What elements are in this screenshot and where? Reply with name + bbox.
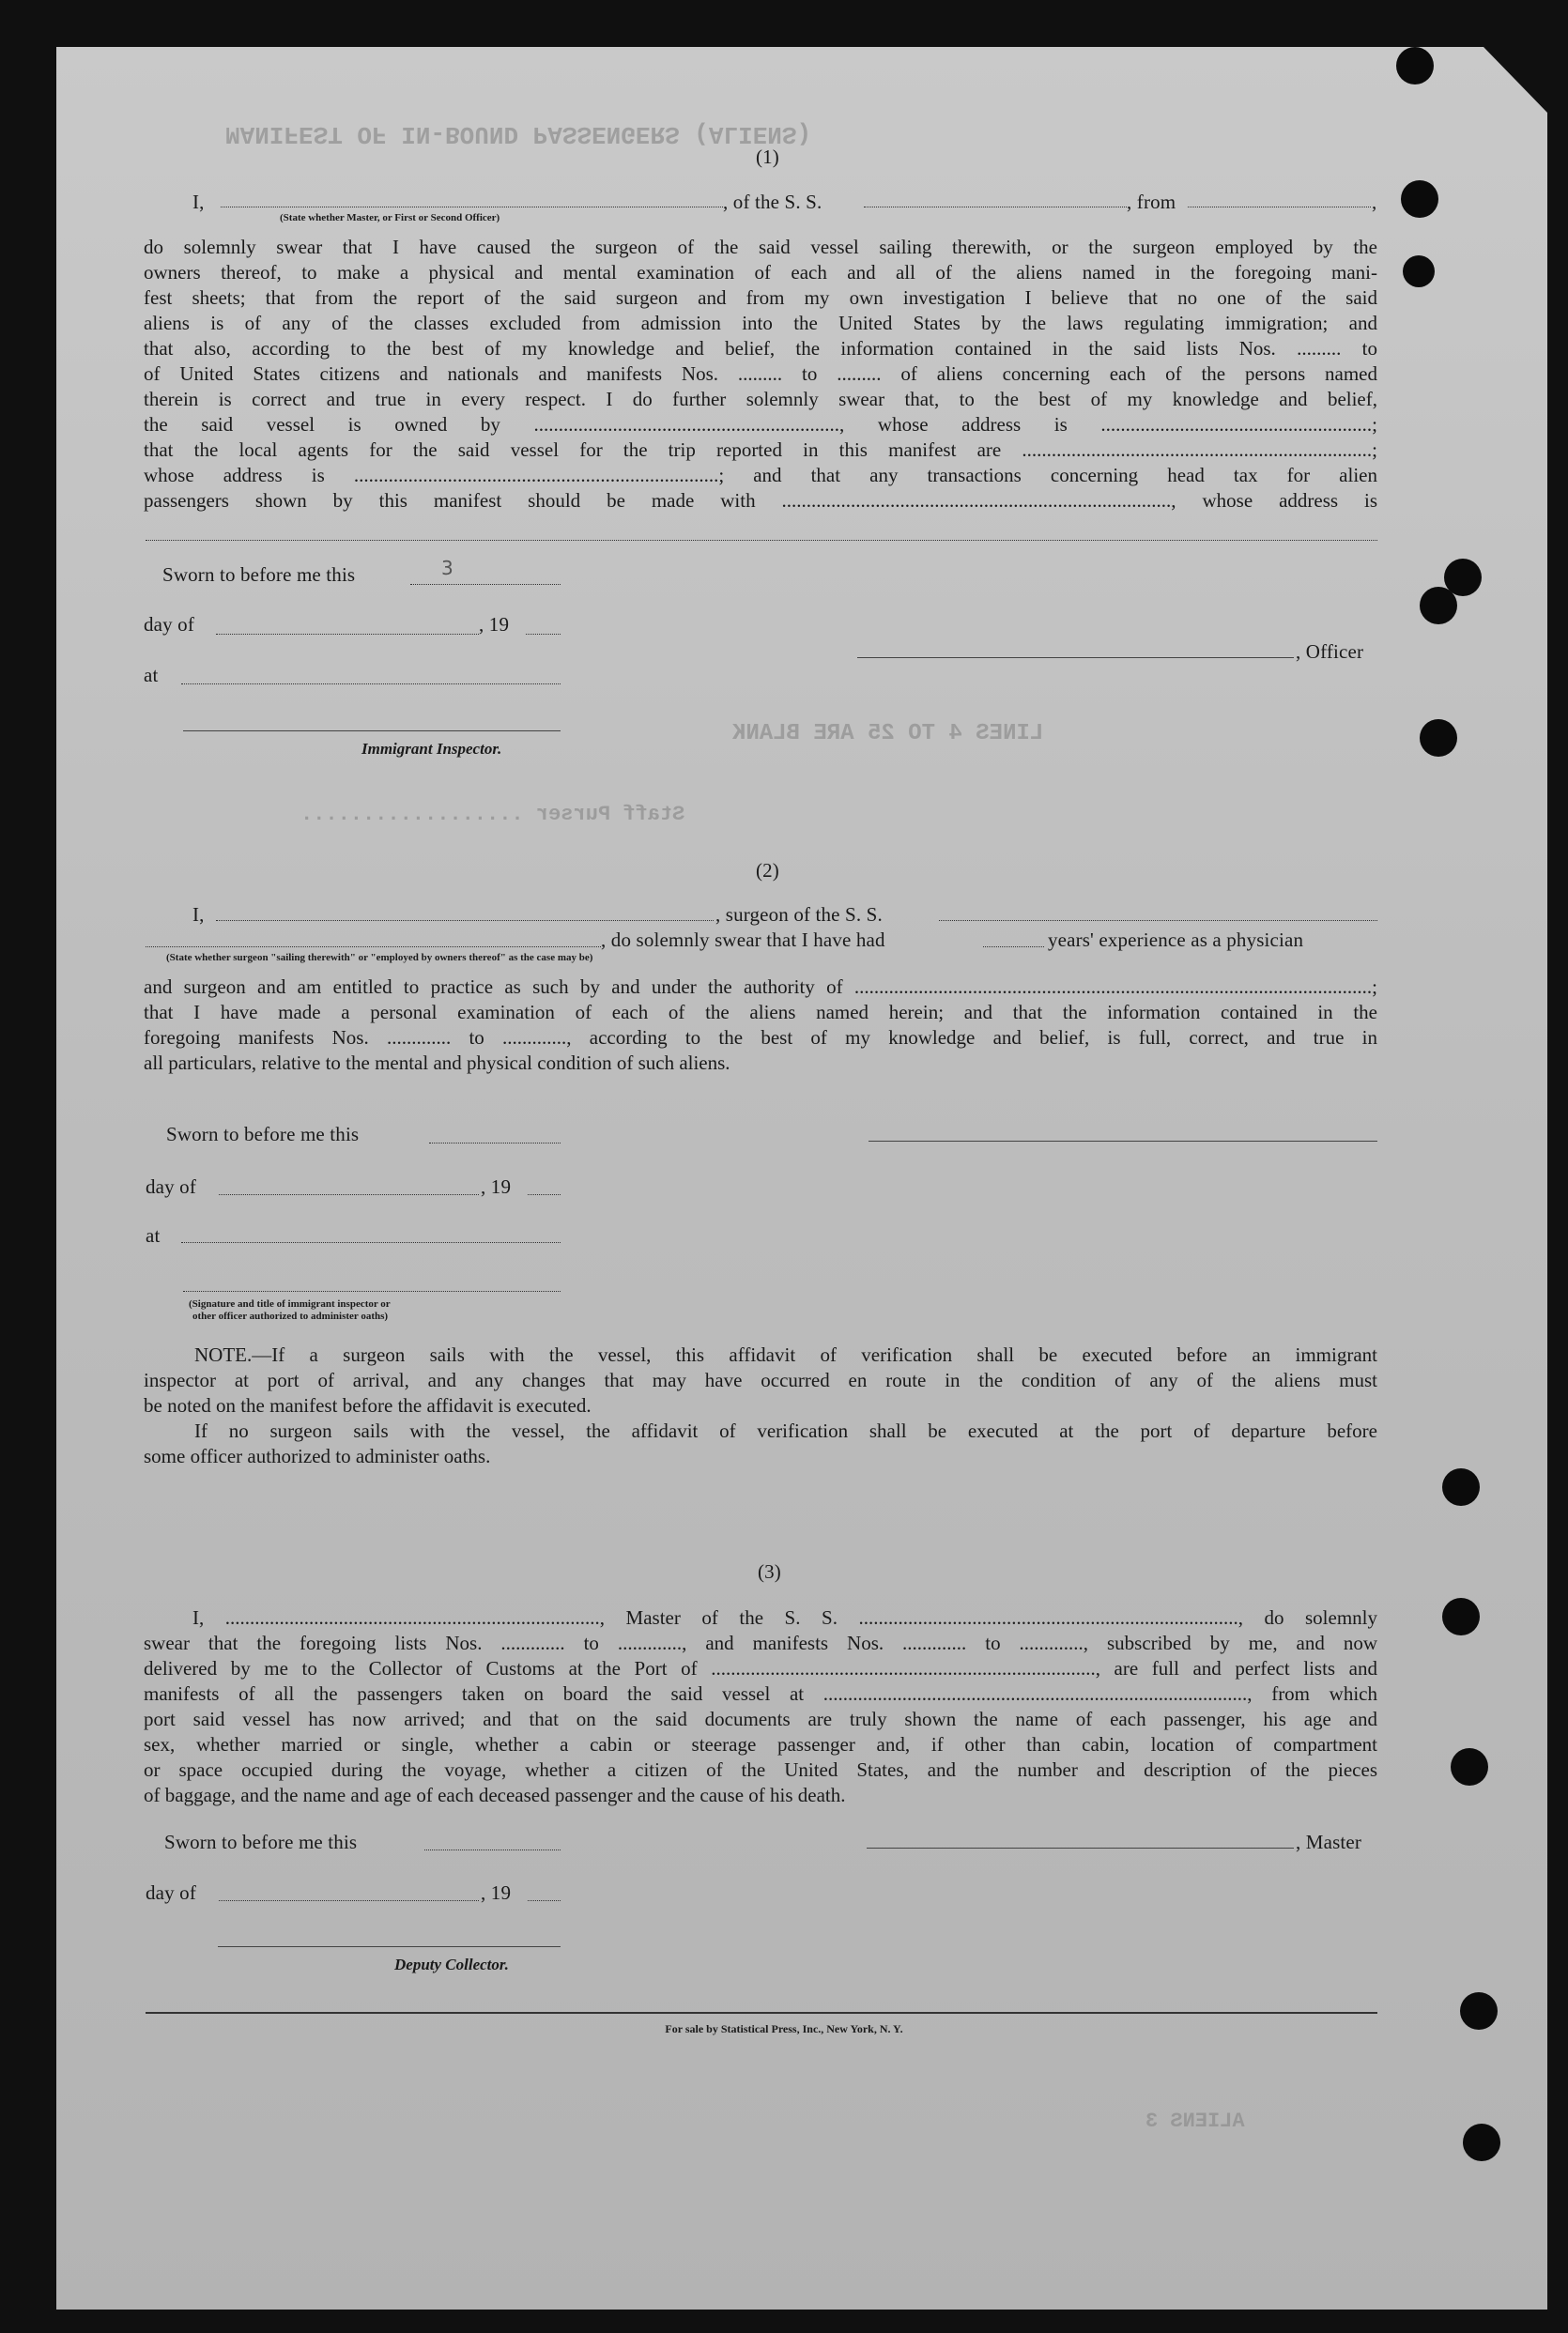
- section-3-line: delivered by me to the Collector of Customs at the Port of .............................................................................., are full and perfect lists and: [144, 1657, 1377, 1680]
- section-1-body: [144, 235, 1377, 514]
- section-1-line: therein is correct and true in every respect. I do further solemnly swear that, to the best of my knowledge and belief,: [144, 388, 1377, 410]
- signature-blank[interactable]: [146, 540, 1377, 541]
- day-of-blank[interactable]: [216, 634, 479, 635]
- surgeon-status-hint: (State whether surgeon "sailing therewith" or "employed by owners thereof" as the case may be): [166, 952, 593, 963]
- section-2-line: all particulars, relative to the mental and physical condition of such aliens.: [144, 1051, 730, 1074]
- note-line: If no surgeon sails with the vessel, the affidavit of verification shall be executed at the port of departure before: [194, 1420, 1377, 1442]
- section-1-line: that the local agents for the said vessel for the trip reported in this manifest are .......................................................................;: [144, 438, 1377, 461]
- master-signature-line[interactable]: [867, 1848, 1294, 1849]
- inspector-signature-line[interactable]: [183, 730, 561, 731]
- at-label: at: [144, 664, 159, 686]
- years-blank[interactable]: [983, 946, 1044, 947]
- day-of-blank[interactable]: [219, 1194, 479, 1195]
- day-of-label: day of: [146, 1881, 196, 1904]
- section-1-line: do solemnly swear that I have caused the surgeon of the said vessel sailing therewith, or the surgeon employed by the: [144, 236, 1377, 258]
- at-blank[interactable]: [181, 683, 561, 684]
- punch-hole: [1420, 719, 1457, 757]
- year-label: , 19: [481, 1881, 512, 1904]
- at-blank[interactable]: [181, 1242, 561, 1243]
- section-1-line: that also, according to the best of my knowledge and belief, the information contained in the said lists Nos. ......... to: [144, 337, 1377, 360]
- punch-hole: [1451, 1748, 1488, 1786]
- punch-hole: [1442, 1468, 1480, 1506]
- punch-hole: [1396, 47, 1434, 84]
- inspector-signature-blank[interactable]: [183, 1291, 561, 1292]
- surgeon-status-blank[interactable]: [146, 946, 601, 947]
- sworn-label: Sworn to before me this: [164, 1831, 358, 1853]
- day-of-blank[interactable]: [219, 1900, 479, 1901]
- note-line: some officer authorized to administer oaths.: [144, 1445, 491, 1467]
- bleed-through-text: Staff Purser ..................: [300, 803, 685, 826]
- signature-hint: (Signature and title of immigrant inspector or: [189, 1298, 391, 1310]
- section-1-line: aliens is of any of the classes excluded from admission into the United States by the laws regulating immigration; and: [144, 312, 1377, 334]
- year-blank[interactable]: [528, 1194, 561, 1195]
- note-line: NOTE.—If a surgeon sails with the vessel, this affidavit of verification shall be executed before an immigrant: [194, 1343, 1377, 1366]
- day-of-label: day of: [144, 613, 194, 636]
- surgeon-name-blank[interactable]: [216, 920, 714, 921]
- deputy-signature-line[interactable]: [218, 1946, 561, 1947]
- punch-hole: [1420, 587, 1457, 624]
- sworn-label: Sworn to before me this: [166, 1123, 360, 1145]
- section-1-line: owners thereof, to make a physical and mental examination of each and all of the aliens named in the foregoing mani-: [144, 261, 1377, 284]
- year-blank[interactable]: [528, 1900, 561, 1901]
- sworn-handwritten-value: 3: [441, 557, 453, 579]
- at-label: at: [146, 1224, 161, 1247]
- inspector-label: Immigrant Inspector.: [361, 740, 502, 758]
- section-1-line: the said vessel is owned by .............................................................., whose address is .......................................................;: [144, 413, 1377, 436]
- section-3-line: sex, whether married or single, whether a cabin or steerage passenger and, if other than cabin, location of compartment: [144, 1733, 1377, 1756]
- section-3-line: swear that the foregoing lists Nos. ............. to ............., and manifests Nos. ............. to ............., subscribed by me, and now: [144, 1632, 1377, 1654]
- year-blank[interactable]: [526, 634, 561, 635]
- deputy-collector-label: Deputy Collector.: [394, 1956, 509, 1973]
- year-label: , 19: [481, 1175, 512, 1198]
- section-3-line: of baggage, and the name and age of each deceased passenger and the cause of his death.: [144, 1784, 846, 1806]
- master-rank-hint: (State whether Master, or First or Second Officer): [280, 212, 500, 223]
- footer-rule: [146, 2012, 1377, 2014]
- sworn-date-blank[interactable]: [410, 584, 561, 585]
- section-1-line: fest sheets; that from the report of the said surgeon and from my own investigation I believe that no one of the said: [144, 286, 1377, 309]
- years-experience-label: years' experience as a physician: [1048, 929, 1304, 951]
- punch-hole: [1442, 1598, 1480, 1635]
- section-3-body: [144, 1605, 1377, 1808]
- note-paragraph: [144, 1343, 1377, 1469]
- bleed-through-text: LINES 4 TO 25 ARE BLANK: [732, 721, 1044, 746]
- note-line: be noted on the manifest before the affidavit is executed.: [144, 1394, 592, 1417]
- punch-hole: [1401, 180, 1438, 218]
- punch-hole: [1463, 2124, 1500, 2161]
- punch-hole: [1403, 255, 1435, 287]
- section-2-line: that I have made a personal examination of each of the aliens named herein; and that the information contained in the: [144, 1001, 1377, 1023]
- comma: ,: [1372, 191, 1377, 213]
- master-label: , Master: [1296, 1831, 1362, 1853]
- section-3-line: or space occupied during the voyage, whether a citizen of the United States, and the number and description of the pieces: [144, 1758, 1377, 1781]
- bleed-through-text: MANIFEST OF IN-BOUND PASSENGERS (ALIENS): [225, 120, 812, 148]
- publisher-footer: For sale by Statistical Press, Inc., New York, N. Y.: [665, 2022, 903, 2035]
- surgeon-signature-line[interactable]: [869, 1141, 1377, 1142]
- section-2-body: [144, 975, 1377, 1076]
- signature-hint: other officer authorized to administer oaths): [192, 1311, 389, 1322]
- year-label: , 19: [479, 613, 510, 636]
- surgeon-oath-i: I,: [192, 903, 205, 926]
- note-line: inspector at port of arrival, and any changes that may have occurred en route in the condition of any of the aliens must: [144, 1369, 1377, 1391]
- section-1-line: passengers shown by this manifest should be made with ..............................................................................., whose address is: [144, 489, 1377, 512]
- section-1-line: of United States citizens and nationals and manifests Nos. ......... to ......... of aliens concerning each of the persons named: [144, 362, 1377, 385]
- master-oath-i: I,: [192, 191, 205, 213]
- section-2-line: foregoing manifests Nos. ............. to ............., according to the best of my knowledge and belief, is full, correct, and true in: [144, 1026, 1377, 1049]
- section-1-number: (1): [756, 146, 779, 168]
- officer-label: , Officer: [1296, 640, 1364, 663]
- section-2-number: (2): [756, 859, 779, 882]
- section-2-line: and surgeon and am entitled to practice as such by and under the authority of .........................................................................................................;: [144, 975, 1377, 998]
- officer-signature-line[interactable]: [857, 657, 1294, 658]
- section-1-line: whose address is ..........................................................................; and that any transactions concerning head tax for alien: [144, 464, 1377, 486]
- surgeon-of-label: , surgeon of the S. S.: [715, 903, 883, 926]
- bleed-through-text: ALIENS 3: [1145, 2110, 1245, 2133]
- day-of-label: day of: [146, 1175, 196, 1198]
- section-3-line: port said vessel has now arrived; and that on the said documents are truly shown the name of each passenger, his age and: [144, 1708, 1377, 1730]
- of-the-ss-label: , of the S. S.: [723, 191, 822, 213]
- sworn-label: Sworn to before me this: [162, 563, 356, 586]
- section-3-line: manifests of all the passengers taken on board the said vessel at ......................................................................................, from which: [144, 1682, 1377, 1705]
- section-3-line: I, ............................................................................, Master of the S. S. ............................................................................., do solemnly: [192, 1606, 1377, 1629]
- section-3-number: (3): [758, 1560, 781, 1583]
- surgeon-vessel-blank[interactable]: [939, 920, 1377, 921]
- surgeon-swear-label: , do solemnly swear that I have had: [601, 929, 885, 951]
- from-label: , from: [1127, 191, 1176, 213]
